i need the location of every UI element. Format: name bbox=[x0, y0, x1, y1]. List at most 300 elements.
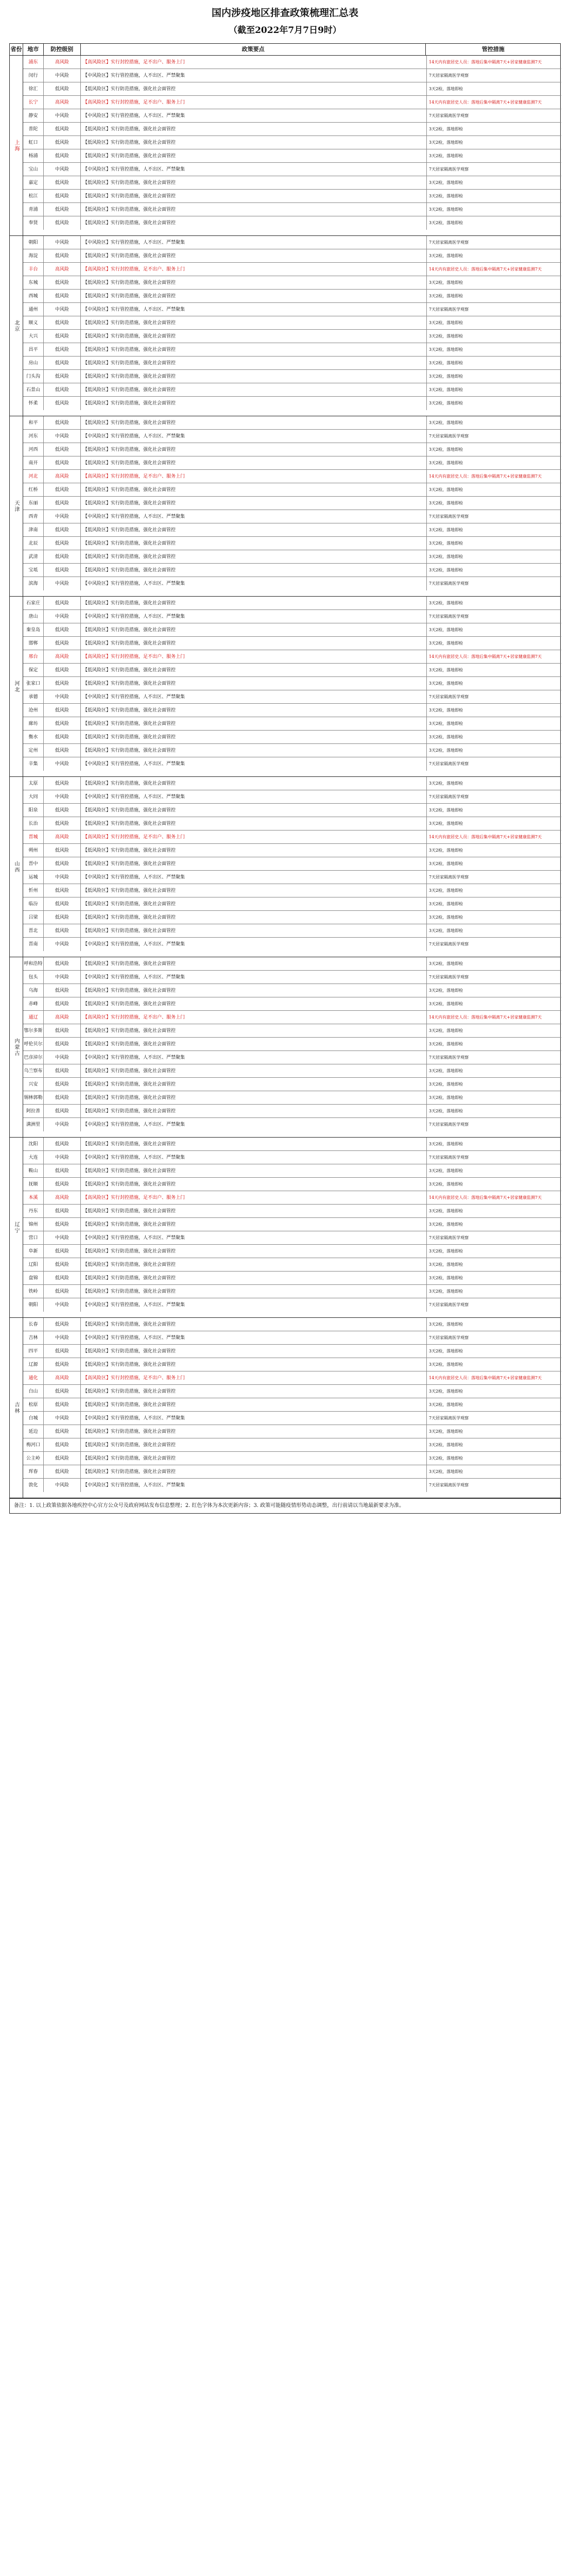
cell-level: 低风险 bbox=[44, 957, 81, 970]
cell-measures: 3天2检，落地即检 bbox=[429, 861, 463, 866]
cell-city: 晋北 bbox=[23, 924, 44, 937]
cell-city: 顺义 bbox=[23, 316, 44, 329]
cell-level: 低风险 bbox=[44, 1358, 81, 1371]
cell-level: 低风险 bbox=[44, 456, 81, 469]
table-row bbox=[23, 316, 561, 330]
cell-policy: 【低风险区】实行防范措施，强化社会面管控 bbox=[81, 276, 427, 289]
table-row bbox=[23, 844, 561, 857]
cell-policy: 【低风险区】实行防范措施，强化社会面管控 bbox=[81, 1164, 427, 1177]
cell-level: 低风险 bbox=[44, 704, 81, 717]
cell-city: 赤峰 bbox=[23, 997, 44, 1010]
cell-city: 秦皇岛 bbox=[23, 623, 44, 636]
table-row bbox=[23, 330, 561, 343]
cell-measures: 3天2检，落地即检 bbox=[429, 87, 463, 91]
cell-measures: 3天2检，落地即检 bbox=[429, 1142, 463, 1146]
cell-city: 吕梁 bbox=[23, 911, 44, 924]
table-row bbox=[23, 163, 561, 176]
cell-level: 低风险 bbox=[44, 911, 81, 924]
cell-measures: 3天2检，落地即检 bbox=[429, 487, 463, 492]
table-row bbox=[23, 430, 561, 443]
cell-measures: 3天2检，落地即检 bbox=[429, 1249, 463, 1253]
cell-city: 沈阳 bbox=[23, 1138, 44, 1150]
cell-level: 低风险 bbox=[44, 1438, 81, 1451]
cell-city: 营口 bbox=[23, 1231, 44, 1244]
cell-measures: 3天2检，落地即检 bbox=[429, 1322, 463, 1327]
cell-policy: 【低风险区】实行防范措施，强化社会面管控 bbox=[81, 550, 427, 563]
region-name: 山西 bbox=[10, 777, 23, 957]
cell-policy: 【低风险区】实行防范措施，强化社会面管控 bbox=[81, 1452, 427, 1465]
cell-measures: 3天2检，落地即检 bbox=[429, 528, 463, 532]
cell-measures: 3天2检，落地即检 bbox=[429, 928, 463, 933]
table-row bbox=[23, 1078, 561, 1091]
cell-policy: 【高风险区】实行封控措施，足不出户、服务上门 bbox=[81, 470, 427, 483]
cell-level: 低风险 bbox=[44, 1452, 81, 1465]
cell-level: 高风险 bbox=[44, 831, 81, 843]
cell-policy: 【低风险区】实行防范措施，强化社会面管控 bbox=[81, 1178, 427, 1191]
cell-measures: 14天内有旅居史人员：落地后集中隔离7天+居家健康监测7天 bbox=[429, 474, 542, 479]
cell-measures: 3天2检，落地即检 bbox=[429, 501, 463, 505]
cell-measures: 14天内有旅居史人员：落地后集中隔离7天+居家健康监测7天 bbox=[429, 1195, 542, 1200]
cell-policy: 【低风险区】实行防范措施，强化社会面管控 bbox=[81, 483, 427, 496]
cell-measures: 3天2检，落地即检 bbox=[429, 1262, 463, 1267]
region-block bbox=[10, 56, 560, 236]
cell-city: 长治 bbox=[23, 817, 44, 830]
table-row bbox=[23, 623, 561, 637]
cell-level: 中风险 bbox=[44, 938, 81, 951]
cell-policy: 【低风险区】实行防范措施，强化社会面管控 bbox=[81, 1258, 427, 1271]
cell-level: 低风险 bbox=[44, 804, 81, 817]
cell-measures: 3天2检，落地即检 bbox=[429, 1168, 463, 1173]
table-row bbox=[23, 82, 561, 96]
region-rows bbox=[23, 236, 561, 416]
region-rows bbox=[23, 777, 561, 957]
cell-city: 辛集 bbox=[23, 757, 44, 771]
region-rows bbox=[23, 1138, 561, 1317]
cell-policy: 【低风险区】实行防范措施，强化社会面管控 bbox=[81, 1358, 427, 1371]
table-row bbox=[23, 1191, 561, 1205]
cell-city: 衡水 bbox=[23, 731, 44, 743]
cell-measures: 7天居家隔离医学观察 bbox=[429, 1483, 469, 1487]
cell-level: 低风险 bbox=[44, 1218, 81, 1231]
cell-measures: 14天内有旅居史人员：落地后集中隔离7天+居家健康监测7天 bbox=[429, 60, 542, 64]
cell-policy: 【中风险区】实行管控措施，人不出区、严禁聚集 bbox=[81, 1151, 427, 1164]
table-row bbox=[23, 510, 561, 523]
cell-level: 低风险 bbox=[44, 1345, 81, 1358]
table-row bbox=[23, 577, 561, 590]
cell-policy: 【中风险区】实行管控措施，人不出区、严禁聚集 bbox=[81, 790, 427, 803]
cell-city: 本溪 bbox=[23, 1191, 44, 1204]
cell-city: 忻州 bbox=[23, 884, 44, 897]
region-rows bbox=[23, 1318, 561, 1498]
cell-policy: 【低风险区】实行防范措施，强化社会面管控 bbox=[81, 1425, 427, 1438]
cell-city: 朝阳 bbox=[23, 1298, 44, 1312]
table-row bbox=[23, 276, 561, 290]
cell-level: 低风险 bbox=[44, 357, 81, 369]
table-header bbox=[10, 44, 560, 56]
cell-measures: 3天2检，落地即检 bbox=[429, 1095, 463, 1100]
table-row bbox=[23, 397, 561, 410]
cell-city: 宝坻 bbox=[23, 564, 44, 577]
cell-measures: 3天2检，落地即检 bbox=[429, 808, 463, 812]
cell-policy: 【中风险区】实行管控措施，人不出区、严禁聚集 bbox=[81, 938, 427, 951]
cell-policy: 【高风险区】实行封控措施，足不出户、服务上门 bbox=[81, 650, 427, 663]
cell-city: 鞍山 bbox=[23, 1164, 44, 1177]
cell-city: 杨浦 bbox=[23, 149, 44, 162]
cell-policy: 【低风险区】实行防范措施，强化社会面管控 bbox=[81, 704, 427, 717]
table-row bbox=[23, 1258, 561, 1272]
cell-policy: 【低风险区】实行防范措施，强化社会面管控 bbox=[81, 416, 427, 429]
cell-policy: 【低风险区】实行防范措施，强化社会面管控 bbox=[81, 1272, 427, 1284]
cell-measures: 3天2检，落地即检 bbox=[429, 1289, 463, 1294]
cell-policy: 【低风险区】实行防范措施，强化社会面管控 bbox=[81, 357, 427, 369]
cell-level: 高风险 bbox=[44, 96, 81, 109]
cell-level: 低风险 bbox=[44, 276, 81, 289]
cell-policy: 【高风险区】实行封控措施，足不出户、服务上门 bbox=[81, 1191, 427, 1204]
cell-measures: 14天内有旅居史人员：落地后集中隔离7天+居家健康监测7天 bbox=[429, 654, 542, 659]
table-row bbox=[23, 597, 561, 610]
cell-city: 石家庄 bbox=[23, 597, 44, 609]
cell-policy: 【低风险区】实行防范措施，强化社会面管控 bbox=[81, 844, 427, 857]
cell-city: 鄂尔多斯 bbox=[23, 1024, 44, 1037]
table-row bbox=[23, 911, 561, 924]
cell-city: 阜新 bbox=[23, 1245, 44, 1258]
cell-policy: 【中风险区】实行管控措施，人不出区、严禁聚集 bbox=[81, 236, 427, 249]
table-row bbox=[23, 744, 561, 757]
table-row bbox=[23, 757, 561, 771]
cell-measures: 7天居家隔离医学观察 bbox=[429, 614, 469, 619]
cell-measures: 3天2检，落地即检 bbox=[429, 848, 463, 853]
cell-measures: 3天2检，落地即检 bbox=[429, 1389, 463, 1394]
cell-level: 中风险 bbox=[44, 1479, 81, 1492]
cell-level: 低风险 bbox=[44, 1105, 81, 1117]
cell-city: 长春 bbox=[23, 1318, 44, 1331]
table-row bbox=[23, 290, 561, 303]
region-rows bbox=[23, 56, 561, 235]
cell-measures: 3天2检，落地即检 bbox=[429, 1002, 463, 1006]
cell-city: 晋中 bbox=[23, 857, 44, 870]
cell-level: 中风险 bbox=[44, 1298, 81, 1312]
cell-level: 高风险 bbox=[44, 1371, 81, 1384]
cell-city: 包头 bbox=[23, 971, 44, 984]
cell-city: 邯郸 bbox=[23, 637, 44, 650]
cell-level: 中风险 bbox=[44, 1118, 81, 1131]
table-row bbox=[23, 176, 561, 190]
table-row bbox=[23, 1425, 561, 1438]
cell-level: 低风险 bbox=[44, 190, 81, 202]
table-row bbox=[23, 343, 561, 357]
cell-city: 锦州 bbox=[23, 1218, 44, 1231]
cell-city: 乌兰察布 bbox=[23, 1064, 44, 1077]
region-name: 北京 bbox=[10, 236, 23, 416]
cell-level: 低风险 bbox=[44, 1178, 81, 1191]
cell-measures: 7天居家隔离医学观察 bbox=[429, 1122, 469, 1127]
cell-city: 松江 bbox=[23, 190, 44, 202]
cell-measures: 3天2检，落地即检 bbox=[429, 641, 463, 646]
table-row bbox=[23, 984, 561, 997]
region-name: 天津 bbox=[10, 416, 23, 596]
cell-city: 晋城 bbox=[23, 831, 44, 843]
cell-level: 高风险 bbox=[44, 470, 81, 483]
cell-level: 中风险 bbox=[44, 757, 81, 771]
cell-measures: 3天2检，落地即检 bbox=[429, 668, 463, 672]
cell-policy: 【中风险区】实行管控措施，人不出区、严禁聚集 bbox=[81, 757, 427, 771]
table-row bbox=[23, 303, 561, 316]
cell-measures: 7天居家隔离医学观察 bbox=[429, 1416, 469, 1420]
table-row bbox=[23, 456, 561, 470]
cell-level: 低风险 bbox=[44, 1024, 81, 1037]
table-row bbox=[23, 1371, 561, 1385]
cell-city: 敦化 bbox=[23, 1479, 44, 1492]
cell-level: 低风险 bbox=[44, 316, 81, 329]
cell-city: 巴彦淖尔 bbox=[23, 1051, 44, 1064]
header-level: 防控级别 bbox=[44, 44, 81, 55]
table-row bbox=[23, 704, 561, 717]
cell-measures: 3天2检，落地即检 bbox=[429, 180, 463, 185]
cell-city: 四平 bbox=[23, 1345, 44, 1358]
cell-measures: 3天2检，落地即检 bbox=[429, 334, 463, 338]
cell-level: 低风险 bbox=[44, 744, 81, 757]
cell-level: 低风险 bbox=[44, 717, 81, 730]
table-row bbox=[23, 1272, 561, 1285]
region-block bbox=[10, 416, 560, 597]
cell-policy: 【中风险区】实行管控措施，人不出区、严禁聚集 bbox=[81, 971, 427, 984]
table-row bbox=[23, 550, 561, 564]
cell-policy: 【低风险区】实行防范措施，强化社会面管控 bbox=[81, 731, 427, 743]
cell-city: 丰台 bbox=[23, 263, 44, 276]
cell-policy: 【中风险区】实行管控措施，人不出区、严禁聚集 bbox=[81, 1298, 427, 1312]
cell-policy: 【低风险区】实行防范措施，强化社会面管控 bbox=[81, 1245, 427, 1258]
cell-measures: 3天2检，落地即检 bbox=[429, 888, 463, 893]
cell-policy: 【低风险区】实行防范措施，强化社会面管控 bbox=[81, 249, 427, 262]
cell-city: 盘锦 bbox=[23, 1272, 44, 1284]
table-row bbox=[23, 249, 561, 263]
cell-policy: 【低风险区】实行防范措施，强化社会面管控 bbox=[81, 443, 427, 456]
cell-level: 低风险 bbox=[44, 1258, 81, 1271]
cell-policy: 【低风险区】实行防范措施，强化社会面管控 bbox=[81, 897, 427, 910]
policy-table bbox=[9, 43, 561, 1514]
cell-level: 低风险 bbox=[44, 82, 81, 95]
cell-policy: 【高风险区】实行封控措施，足不出户、服务上门 bbox=[81, 831, 427, 843]
region-rows bbox=[23, 416, 561, 596]
cell-measures: 3天2检，落地即检 bbox=[429, 1028, 463, 1033]
table-row bbox=[23, 924, 561, 938]
cell-level: 中风险 bbox=[44, 109, 81, 122]
cell-measures: 3天2检，落地即检 bbox=[429, 1276, 463, 1280]
cell-policy: 【低风险区】实行防范措施，强化社会面管控 bbox=[81, 370, 427, 383]
cell-level: 低风险 bbox=[44, 884, 81, 897]
cell-policy: 【低风险区】实行防范措施，强化社会面管控 bbox=[81, 1064, 427, 1077]
cell-city: 锡林郭勒 bbox=[23, 1091, 44, 1104]
cell-city: 河东 bbox=[23, 430, 44, 443]
cell-city: 辽源 bbox=[23, 1358, 44, 1371]
table-row bbox=[23, 1011, 561, 1024]
cell-measures: 3天2检，落地即检 bbox=[429, 420, 463, 425]
table-row bbox=[23, 804, 561, 817]
cell-level: 低风险 bbox=[44, 383, 81, 396]
cell-level: 低风险 bbox=[44, 416, 81, 429]
cell-level: 低风险 bbox=[44, 203, 81, 216]
cell-city: 珲春 bbox=[23, 1465, 44, 1478]
cell-policy: 【低风险区】实行防范措施，强化社会面管控 bbox=[81, 1091, 427, 1104]
cell-city: 津南 bbox=[23, 523, 44, 536]
cell-policy: 【低风险区】实行防范措施，强化社会面管控 bbox=[81, 597, 427, 609]
cell-city: 呼和浩特 bbox=[23, 957, 44, 970]
cell-level: 低风险 bbox=[44, 984, 81, 997]
cell-city: 辽阳 bbox=[23, 1258, 44, 1271]
cell-level: 低风险 bbox=[44, 597, 81, 609]
cell-city: 怀柔 bbox=[23, 397, 44, 410]
cell-city: 河西 bbox=[23, 443, 44, 456]
cell-policy: 【低风险区】实行防范措施，强化社会面管控 bbox=[81, 136, 427, 149]
cell-city: 大兴 bbox=[23, 330, 44, 343]
cell-city: 满洲里 bbox=[23, 1118, 44, 1131]
cell-level: 低风险 bbox=[44, 550, 81, 563]
cell-city: 通辽 bbox=[23, 1011, 44, 1024]
table-row bbox=[23, 690, 561, 704]
region-block bbox=[10, 777, 560, 957]
cell-measures: 14天内有旅居史人员：落地后集中隔离7天+居家健康监测7天 bbox=[429, 267, 542, 272]
cell-level: 低风险 bbox=[44, 637, 81, 650]
cell-city: 普陀 bbox=[23, 123, 44, 135]
table-row bbox=[23, 523, 561, 537]
cell-city: 门头沟 bbox=[23, 370, 44, 383]
cell-level: 低风险 bbox=[44, 497, 81, 510]
cell-policy: 【低风险区】实行防范措施，强化社会面管控 bbox=[81, 717, 427, 730]
cell-city: 房山 bbox=[23, 357, 44, 369]
cell-level: 低风险 bbox=[44, 1164, 81, 1177]
cell-level: 高风险 bbox=[44, 1191, 81, 1204]
cell-policy: 【低风险区】实行防范措施，强化社会面管控 bbox=[81, 924, 427, 937]
cell-city: 白山 bbox=[23, 1385, 44, 1398]
cell-measures: 7天居家隔离医学观察 bbox=[429, 942, 469, 946]
cell-measures: 3天2检，落地即检 bbox=[429, 681, 463, 686]
table-row bbox=[23, 123, 561, 136]
cell-policy: 【低风险区】实行防范措施，强化社会面管控 bbox=[81, 537, 427, 550]
table-row bbox=[23, 664, 561, 677]
cell-measures: 7天居家隔离医学观察 bbox=[429, 1055, 469, 1060]
table-row bbox=[23, 1151, 561, 1164]
table-row bbox=[23, 236, 561, 249]
cell-policy: 【低风险区】实行防范措施，强化社会面管控 bbox=[81, 623, 427, 636]
cell-measures: 3天2检，落地即检 bbox=[429, 374, 463, 379]
cell-policy: 【高风险区】实行封控措施，足不出户、服务上门 bbox=[81, 1011, 427, 1024]
cell-policy: 【中风险区】实行管控措施，人不出区、严禁聚集 bbox=[81, 109, 427, 122]
cell-measures: 7天居家隔离医学观察 bbox=[429, 581, 469, 586]
cell-policy: 【低风险区】实行防范措施，强化社会面管控 bbox=[81, 744, 427, 757]
header-policy: 政策要点 bbox=[81, 44, 426, 55]
table-row bbox=[23, 1138, 561, 1151]
cell-level: 中风险 bbox=[44, 430, 81, 443]
cell-policy: 【中风险区】实行管控措施，人不出区、严禁聚集 bbox=[81, 303, 427, 316]
cell-measures: 3天2检，落地即检 bbox=[429, 1469, 463, 1474]
cell-level: 低风险 bbox=[44, 149, 81, 162]
cell-city: 阿拉善 bbox=[23, 1105, 44, 1117]
cell-level: 低风险 bbox=[44, 844, 81, 857]
cell-city: 公主岭 bbox=[23, 1452, 44, 1465]
cell-city: 长宁 bbox=[23, 96, 44, 109]
cell-measures: 3天2检，落地即检 bbox=[429, 1082, 463, 1087]
cell-level: 低风险 bbox=[44, 123, 81, 135]
cell-measures: 3天2检，落地即检 bbox=[429, 221, 463, 225]
cell-measures: 3天2检，落地即检 bbox=[429, 1402, 463, 1407]
cell-level: 低风险 bbox=[44, 249, 81, 262]
table-row bbox=[23, 564, 561, 577]
cell-city: 延边 bbox=[23, 1425, 44, 1438]
cell-level: 低风险 bbox=[44, 290, 81, 302]
cell-city: 运城 bbox=[23, 871, 44, 884]
cell-level: 高风险 bbox=[44, 263, 81, 276]
cell-policy: 【低风险区】实行防范措施，强化社会面管控 bbox=[81, 1105, 427, 1117]
table-row bbox=[23, 370, 561, 383]
table-row bbox=[23, 731, 561, 744]
cell-measures: 3天2检，落地即检 bbox=[429, 387, 463, 392]
cell-policy: 【低风险区】实行防范措施，强化社会面管控 bbox=[81, 1218, 427, 1231]
cell-policy: 【高风险区】实行封控措施，足不出户、服务上门 bbox=[81, 263, 427, 276]
cell-policy: 【低风险区】实行防范措施，强化社会面管控 bbox=[81, 82, 427, 95]
cell-measures: 3天2检，落地即检 bbox=[429, 1109, 463, 1113]
cell-city: 梅河口 bbox=[23, 1438, 44, 1451]
cell-level: 低风险 bbox=[44, 1385, 81, 1398]
cell-measures: 3天2检，落地即检 bbox=[429, 461, 463, 465]
cell-city: 乌海 bbox=[23, 984, 44, 997]
table-row bbox=[23, 1118, 561, 1131]
table-row bbox=[23, 1285, 561, 1298]
cell-city: 呼伦贝尔 bbox=[23, 1038, 44, 1050]
cell-city: 廊坊 bbox=[23, 717, 44, 730]
cell-measures: 3天2检，落地即检 bbox=[429, 988, 463, 993]
cell-policy: 【低风险区】实行防范措施，强化社会面管控 bbox=[81, 290, 427, 302]
cell-measures: 7天居家隔离医学观察 bbox=[429, 1302, 469, 1307]
cell-policy: 【低风险区】实行防范措施，强化社会面管控 bbox=[81, 497, 427, 510]
cell-policy: 【中风险区】实行管控措施，人不出区、严禁聚集 bbox=[81, 510, 427, 523]
region-name: 上海 bbox=[10, 56, 23, 235]
cell-policy: 【低风险区】实行防范措施，强化社会面管控 bbox=[81, 1398, 427, 1411]
table-row bbox=[23, 777, 561, 790]
cell-level: 低风险 bbox=[44, 731, 81, 743]
cell-measures: 7天居家隔离医学观察 bbox=[429, 514, 469, 519]
table-row bbox=[23, 717, 561, 731]
cell-city: 临汾 bbox=[23, 897, 44, 910]
table-row bbox=[23, 1164, 561, 1178]
cell-level: 中风险 bbox=[44, 690, 81, 703]
region-rows bbox=[23, 957, 561, 1137]
cell-level: 低风险 bbox=[44, 136, 81, 149]
cell-city: 宝山 bbox=[23, 163, 44, 176]
cell-policy: 【低风险区】实行防范措施，强化社会面管控 bbox=[81, 456, 427, 469]
cell-city: 静安 bbox=[23, 109, 44, 122]
cell-policy: 【低风险区】实行防范措施，强化社会面管控 bbox=[81, 523, 427, 536]
cell-policy: 【中风险区】实行管控措施，人不出区、严禁聚集 bbox=[81, 610, 427, 623]
cell-measures: 7天居家隔离医学观察 bbox=[429, 240, 469, 245]
cell-policy: 【中风险区】实行管控措施，人不出区、严禁聚集 bbox=[81, 577, 427, 590]
cell-level: 低风险 bbox=[44, 483, 81, 496]
cell-policy: 【中风险区】实行管控措施，人不出区、严禁聚集 bbox=[81, 871, 427, 884]
table-row bbox=[23, 1024, 561, 1038]
cell-measures: 3天2检，落地即检 bbox=[429, 735, 463, 739]
cell-measures: 3天2检，落地即检 bbox=[429, 1349, 463, 1353]
cell-policy: 【低风险区】实行防范措施，强化社会面管控 bbox=[81, 1038, 427, 1050]
cell-level: 高风险 bbox=[44, 1011, 81, 1024]
cell-policy: 【低风险区】实行防范措施，强化社会面管控 bbox=[81, 1285, 427, 1298]
cell-city: 闵行 bbox=[23, 69, 44, 82]
cell-level: 中风险 bbox=[44, 1051, 81, 1064]
table-row bbox=[23, 637, 561, 650]
table-row bbox=[23, 203, 561, 216]
region-name: 内蒙古 bbox=[10, 957, 23, 1137]
cell-policy: 【中风险区】实行管控措施，人不出区、严禁聚集 bbox=[81, 163, 427, 176]
table-row bbox=[23, 857, 561, 871]
cell-city: 邢台 bbox=[23, 650, 44, 663]
